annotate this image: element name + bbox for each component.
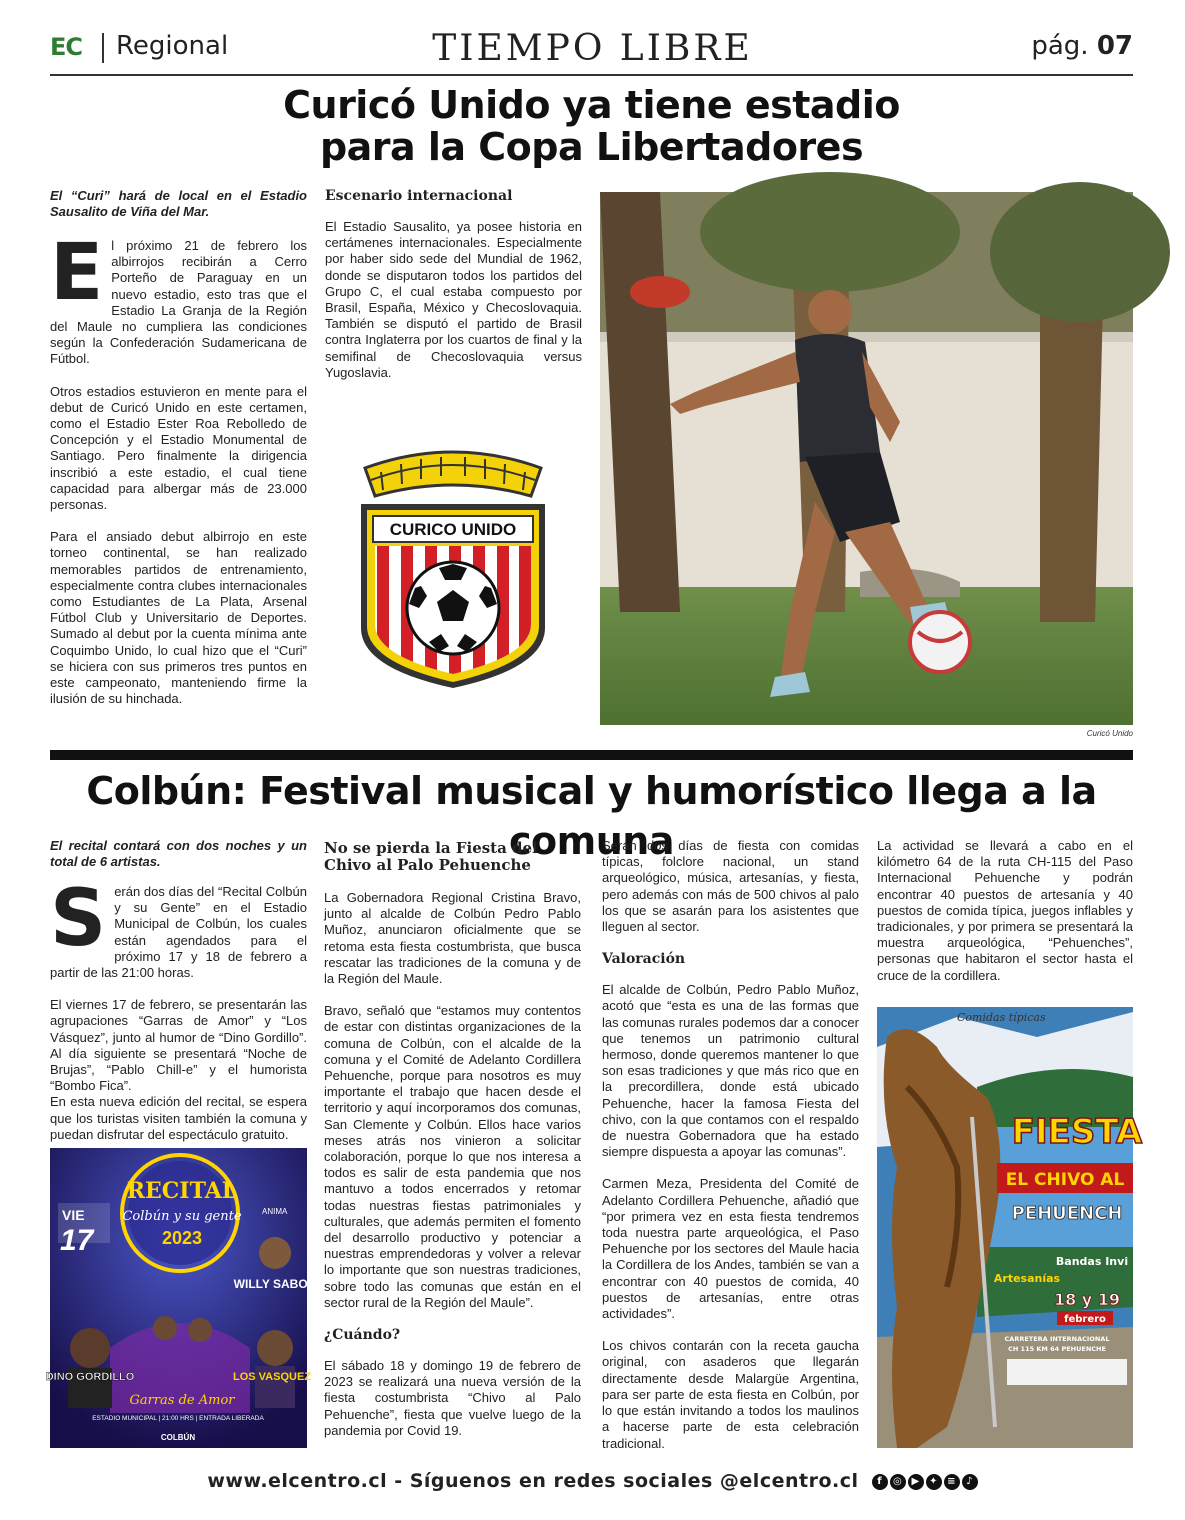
article1-col2 <box>325 188 582 381</box>
page-number <box>1031 31 1133 61</box>
recital-act1: DINO GORDILLO <box>45 1371 135 1383</box>
twitter-icon[interactable]: ✦ <box>926 1474 942 1490</box>
article1-p2: Otros estadios estuvieron en mente para el debut de Curicó Unido en este certamen, como el Estadio Ester Roa Rebolledo de Concepción y el Estadio Monumental de Santiago. Pero finalmente la dirigencia inscribió a este estadio, el cual tiene capacidad para albergar más de 23.000 personas. <box>50 383 307 513</box>
page-kicker: TIEMPO LIBRE <box>432 28 753 69</box>
article1-p4: El Estadio Sausalito, ya posee historia en certámenes internacionales. Especialmente por haber sido sede del Mundial de 1962, donde se disputaron todos los partidos del Grupo C, el cual estaba compuesto por Brasil, España, México y Checoslovaquia. También se disputó el partido de Brasil contra Inglaterra por los cuartos de final y la semifinal de Checoslovaquia versus Yugoslavia. <box>325 219 582 380</box>
fiesta-bands: Bandas Invi <box>1055 1255 1129 1268</box>
article2-p3: En esta nueva edición del recital, se espera que los turistas visiten también la comuna y puedan disfrutar del espectáculo gratuito. <box>50 1094 307 1142</box>
recital-title: RECITAL <box>126 1178 238 1204</box>
article2-col1 <box>50 838 307 1159</box>
fiesta-photo-art <box>877 1007 1143 1448</box>
recital-poster <box>45 1148 317 1448</box>
fiesta-crafts: Artesanías <box>993 1272 1061 1285</box>
page-number-value: 07 <box>1096 31 1133 61</box>
footer-text: www.elcentro.cl - Síguenos en redes sociales @elcentro.cl <box>207 1470 859 1492</box>
social-icons <box>872 1474 978 1490</box>
soccer-ball-icon <box>407 562 499 654</box>
recital-year: 2023 <box>161 1228 203 1248</box>
article2-p5: Bravo, señaló que “estamos muy contentos de estar con distintas organizaciones de la comuna de Colbún, con el alcalde de la comuna y el Comité de Adelanto Cordillera Pehuenche, porque para nosotros es muy importante el trabajo que hacen desde el territorio y aquí incorporamos dos comunas, San Clemente y Colbún. Ellos hace varios meses atrás nos vinieron a solicitar colaboración, porque lo que nos interesa a todos es salir de esta pandemia que nos mantuvo a todos encerrados y retomar todas nuestras fiestas patrimoniales y culturales, que además permiten el fomento del desarrollo productivo y potenciar a nuestras emprendedoras y volver a relevar lo importante que son nuestras tradiciones, sobre todo las comunas que están en el sector rural de la Región del Maule”. <box>324 1003 581 1310</box>
recital-poster-art <box>45 1148 317 1448</box>
article2-p11: La actividad se llevará a cabo en el kilómetro 64 de la ruta CH-115 del Paso Internacional Pehuenche y podrán encontrar 40 puestos de artesanía y 40 puestos de comida típica, juegos inflables y tradicionales, y por primera se presentará la muestra arqueológica, “Pehuenches”, personas que habitaron el sector hasta el cruce de la cordillera. <box>877 838 1133 983</box>
article1-p3: Para el ansiado debut albirrojo en este torneo continental, se han realizado memorables partidos de entrenamiento, especialmente contra clubes internacionales como Estudiantes de La Plata, Arsenal Fútbol Club y Universitario de Deportes. Sumado al debut por la cuenta mínima ante Coquimbo Unido, lo cual hizo que el “Curi” se hiciera con sus primeros tres puntos en este campeonato, manteniendo firme la ilusión de su hinchada. <box>50 529 307 707</box>
recital-act3: LOS VASQUEZ <box>232 1371 312 1383</box>
article1-headline <box>50 84 1133 168</box>
facebook-icon[interactable]: f <box>872 1474 888 1490</box>
recital-anima-label: ANIMA <box>262 1207 288 1216</box>
fiesta-top-text: Comidas típicas <box>957 1011 1046 1024</box>
article2-p8: El alcalde de Colbún, Pedro Pablo Muñoz, acotó que “esta es una de las formas que las comunas rurales podemos dar a conocer que tenemos un patrimonio cultural hermoso, donde queremos mantener lo que son esas tradiciones y que más rico que en la precordillera, donde está ubicado Pehuenche, hacer la famosa Fiesta del chivo, con la que contamos con el respaldo de nuestra Gobernadora que ha estado siempre dispuesta a apoyar las comunas”. <box>602 982 859 1160</box>
article2-headline: Colbún: Festival musical y humorístico llega a la comuna <box>86 769 1097 863</box>
article1-lead: El “Curi” hará de local en el Estadio Sausalito de Viña del Mar. <box>50 188 307 219</box>
fiesta-dates: 18 y 19 <box>1053 1290 1121 1309</box>
spotify-icon[interactable]: ≡ <box>944 1474 960 1490</box>
article2-subhead2: ¿Cuándo? <box>324 1327 401 1344</box>
recital-day: VIE <box>62 1207 85 1223</box>
photo-credit: Curicó Unido <box>1086 729 1133 738</box>
article2-dropcap: S <box>50 874 107 964</box>
instagram-icon[interactable]: ◎ <box>890 1474 906 1490</box>
fiesta-route1: CARRETERA INTERNACIONAL <box>1004 1335 1110 1343</box>
crest-name: CURICO UNIDO <box>389 520 517 539</box>
article2-p10: Los chivos contarán con la receta gaucha original, con asaderos que llegarán directamente desde Malargüe Argentina, para ser parte de esta fiesta en Colbún, por lo que están invitando a todos los maulinos a hacerse parte de esta celebración tradicional. <box>602 1338 859 1451</box>
article2-subhead1: No se pierda la Fiesta del Chivo al Palo Pehuenche <box>324 839 538 874</box>
article2-body2 <box>324 890 581 1311</box>
youtube-icon[interactable]: ▶ <box>908 1474 924 1490</box>
footer <box>0 1470 1185 1492</box>
article1-body <box>50 228 307 707</box>
masthead-logo: EC <box>50 33 83 61</box>
tiktok-icon[interactable]: ♪ <box>962 1474 978 1490</box>
article2-col3 <box>602 838 859 1468</box>
section-name: Regional <box>116 31 229 61</box>
article1-p1: l próximo 21 de febrero los albirrojos recibirán a Cerro Porteño de Paraguay en un nuevo estadio, esto tras que el Estadio La Granja de la Región del Maule no cumpliera las condiciones según la Confederación Sudamericana de Fútbol. <box>50 238 307 367</box>
article2-body3 <box>602 838 859 935</box>
article2-p2: El viernes 17 de febrero, se presentarán las agrupaciones “Garras de Amor” y “Los Vásquez”, junto al humor de “Dino Gordillo”. Al día siguiente se presentará “Noche de Brujas”, “Pablo Chill-e” y el humorista “Bombo Fica”. <box>50 997 307 1094</box>
fiesta-title2: EL CHIVO AL <box>1005 1170 1125 1190</box>
article2-p4: La Gobernadora Regional Cristina Bravo, junto al alcalde de Colbún Pedro Pablo Muñoz, anunciaron oficialmente que se retoma esta fiesta costumbrista, que busca rescatar las tradiciones de la comuna y de la Región del Maule. <box>324 890 581 987</box>
recital-host: WILLY SABOR <box>233 1277 317 1291</box>
recital-info: ESTADIO MUNICIPAL | 21:00 HRS | ENTRADA LIBERADA <box>92 1415 264 1422</box>
fiesta-title: FIESTA <box>1011 1112 1143 1152</box>
fiesta-month: febrero <box>1064 1314 1106 1325</box>
recital-date: 17 <box>60 1224 94 1257</box>
recital-act2: Garras de Amor <box>129 1393 235 1408</box>
article1-headline-line2: para la Copa Libertadores <box>319 125 864 169</box>
article1-dropcap: E <box>50 228 104 318</box>
article2-body4 <box>602 982 859 1451</box>
article2-p1: erán dos días del “Recital Colbún y su Gente” en el Estadio Municipal de Colbún, los cuales están agendados para el próximo 17 y 18 de febrero a partir de las 21:00 horas. <box>50 884 307 981</box>
article2-lead: El recital contará con dos noches y un total de 6 artistas. <box>50 838 307 869</box>
article2-body1 <box>50 874 307 1143</box>
fiesta-route2: CH 115 KM 64 PEHUENCHE <box>1008 1345 1106 1353</box>
article1-headline-line1: Curicó Unido ya tiene estadio <box>283 83 900 127</box>
football-training-photo <box>600 192 1133 725</box>
recital-brand: COLBÚN <box>160 1433 196 1442</box>
article2-col2 <box>324 840 581 1439</box>
crest-crown <box>365 452 541 496</box>
article2-p7: Serán dos días de fiesta con comidas típicas, folclore nacional, un stand arqueológico, música, artesanías, y fiesta, pero además con más de 500 chivos al palo los que se asarán para los asistentes que lleguen al sector. <box>602 838 859 935</box>
article2-p9: Carmen Meza, Presidenta del Comité de Adelanto Cordillera Pehuenche, añadió que “por primera vez en esta fiesta tendremos toda nuestra parte arqueológica, el Paso Pehuenche por los sectores del Maule hacia la Cordillera de los Andes, también se van a encontrar con 40 puestos de comida, 40 puestos de artesanías, entre otras actividades”. <box>602 1176 859 1322</box>
article1-subhead: Escenario internacional <box>325 188 513 204</box>
fiesta-chivo-photo <box>877 1007 1143 1448</box>
player-photo-illustration <box>600 192 1133 725</box>
curico-unido-crest <box>355 438 551 690</box>
article1-col1 <box>50 188 307 723</box>
article2-col4 <box>877 838 1133 984</box>
fiesta-title3: PEHUENCH <box>1011 1203 1123 1224</box>
section-divider <box>50 750 1133 760</box>
article2-subhead3: Valoración <box>602 951 686 968</box>
page-label: pág. <box>1031 31 1089 61</box>
header-rule <box>50 74 1133 76</box>
recital-subtitle: Colbún y su gente <box>122 1209 242 1224</box>
article2-p6: El sábado 18 y domingo 19 de febrero de 2023 se realizará una nueva versión de la fiesta costumbrista “Chivo al Palo Pehuenche”, fiesta que vuelve luego de la pandemia por Covid 19. <box>324 1358 581 1438</box>
